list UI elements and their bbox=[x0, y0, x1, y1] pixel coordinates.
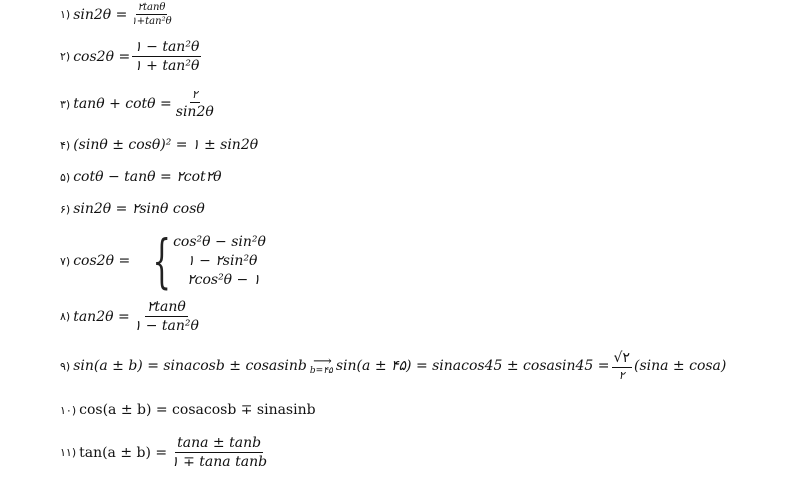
formula-part: (sina ± cosa) bbox=[633, 358, 727, 374]
cases-group bbox=[134, 227, 266, 295]
numerator: ۲ bbox=[191, 88, 198, 101]
formula-11 bbox=[60, 435, 271, 470]
formula-lhs: cos2θ = bbox=[73, 48, 131, 65]
formula-number: ۲) bbox=[60, 50, 71, 63]
fraction bbox=[169, 435, 269, 470]
formula-number: ۱۱) bbox=[60, 446, 77, 459]
formula-lhs: tan2θ = bbox=[73, 308, 130, 325]
formula-lhs: tanθ + cotθ = bbox=[73, 96, 172, 112]
denominator: ۱ + tan²θ bbox=[134, 58, 200, 74]
substitution-arrow bbox=[309, 353, 333, 376]
formula-10 bbox=[60, 402, 316, 418]
denominator: sin2θ bbox=[175, 104, 214, 120]
numerator: ۱ − tan²θ bbox=[134, 39, 200, 55]
denominator: ۲ bbox=[618, 369, 625, 382]
formula-5 bbox=[60, 169, 222, 185]
formula-number: ۱۰) bbox=[60, 403, 77, 417]
formula-text: cotθ − tanθ = ۲cot۲θ bbox=[73, 169, 222, 185]
formula-7 bbox=[60, 227, 266, 295]
formula-lhs: cos2θ = bbox=[73, 253, 131, 269]
numerator: √۲ bbox=[613, 350, 630, 366]
formula-part: sin(a ± ۴۵) = sinacos45 ± cosasin45 = bbox=[335, 358, 610, 374]
case-line: cos²θ − sin²θ bbox=[173, 233, 266, 250]
formula-number: ۱) bbox=[60, 8, 71, 21]
fraction bbox=[132, 299, 201, 334]
denominator: ۱ − tan²θ bbox=[133, 318, 199, 334]
denominator: ۱ ∓ tana tanb bbox=[171, 454, 268, 470]
case-line: ۱ − ۲sin²θ bbox=[187, 252, 258, 269]
formula-6 bbox=[60, 201, 205, 217]
numerator: ۲tanθ bbox=[137, 2, 166, 13]
arrow-right-icon: ⟶ bbox=[313, 353, 330, 369]
formula-number: ۳) bbox=[60, 97, 71, 111]
numerator: ۲tanθ bbox=[146, 299, 186, 315]
formula-3 bbox=[60, 88, 218, 120]
denominator: ۱+tan²θ bbox=[131, 16, 172, 27]
formula-8 bbox=[60, 299, 203, 334]
fraction bbox=[132, 39, 201, 74]
formula-text: cos(a ± b) = cosacosb ∓ sinasinb bbox=[79, 402, 316, 418]
formula-number: ۸) bbox=[60, 310, 71, 323]
formula-part: sin(a ± b) = sinacosb ± cosasinb bbox=[73, 358, 307, 374]
formula-number: ۴) bbox=[60, 138, 71, 152]
cases-list bbox=[173, 233, 266, 290]
fraction bbox=[174, 88, 216, 120]
formula-lhs: sin2θ = bbox=[73, 6, 128, 23]
formula-text: (sinθ ± cosθ)² = ۱ ± sin2θ bbox=[73, 137, 259, 153]
numerator: tana ± tanb bbox=[177, 435, 262, 451]
fraction bbox=[612, 350, 632, 382]
left-brace-icon: { bbox=[152, 227, 172, 295]
formula-number: ۷) bbox=[60, 254, 71, 268]
formula-2 bbox=[60, 39, 203, 74]
case-line: ۲cos²θ − ۱ bbox=[187, 271, 261, 288]
fraction bbox=[129, 2, 173, 27]
arrow-label: b=۴۵ bbox=[309, 365, 333, 376]
formula-number: ۶) bbox=[60, 202, 71, 216]
formula-lhs: tan(a ± b) = bbox=[79, 444, 168, 461]
formula-4 bbox=[60, 137, 258, 153]
formula-number: ۵) bbox=[60, 170, 71, 184]
formula-text: sin2θ = ۲sinθ cosθ bbox=[73, 201, 205, 217]
formula-9 bbox=[60, 350, 726, 382]
formula-1 bbox=[60, 2, 176, 27]
formula-number: ۹) bbox=[60, 359, 71, 373]
